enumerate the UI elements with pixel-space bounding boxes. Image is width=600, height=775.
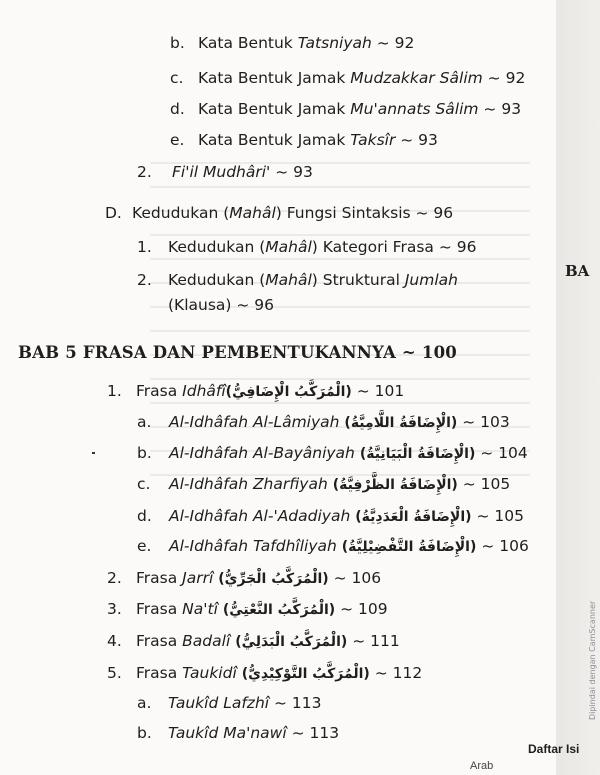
toc-entry-frasa-jarri: 2. Frasa Jarrî (الْمُرَكَّبُ الْجَرِّيُّ) ~ 106 (107, 569, 382, 587)
toc-entry-taukid-manawi: b. Taukîd Ma'nawî ~ 113 (137, 724, 340, 742)
toc-entry-zharfiyah: c. Al-Idhâfah Zharfiyah (الْإِضَافَةُ الظَّرْفِيَّةُ) ~ 105 (137, 475, 511, 493)
toc-entry-tatsniyah: b. Kata Bentuk Tatsniyah ~ 92 (170, 34, 415, 52)
toc-entry-frasa-taukidi: 5. Frasa Taukidî (الْمُرَكَّبُ التَّوْكِيْدِيُّ) ~ 112 (107, 664, 423, 682)
toc-entry-kedudukan-struktural-cont: (Klausa) ~ 96 (168, 296, 275, 314)
toc-entry-adadiyah: d. Al-Idhâfah Al-'Adadiyah (الْإِضَافَةُ الْعَدَدِيَّةُ) ~ 105 (137, 507, 524, 525)
running-footer: Daftar Isi (528, 742, 580, 756)
toc-entry-bayaniyah: b. Al-Idhâfah Al-Bayâniyah (الْإِضَافَةُ الْبَيَانِيَّةُ) ~ 104 (137, 444, 528, 462)
toc-entry-mudzakkar-salim: c. Kata Bentuk Jamak Mudzakkar Sâlim ~ 92 (170, 69, 526, 87)
toc-entry-frasa-nati: 3. Frasa Na'tî (الْمُرَكَّبُ النَّعْتِيُّ) ~ 109 (107, 600, 388, 618)
chapter-heading: BAB 5 FRASA DAN PEMBENTUKANNYA ~ 100 (18, 343, 457, 362)
toc-entry-fiil-mudhari: 2. Fi'il Mudhâri' ~ 93 (137, 163, 313, 181)
toc-entry-taukid-lafzhi: a. Taukîd Lafzhî ~ 113 (137, 694, 322, 712)
toc-entry-frasa-badali: 4. Frasa Badalî (الْمُرَكَّبُ الْبَدَلِيُّ) ~ 111 (107, 632, 400, 650)
ink-speck (92, 452, 95, 454)
adjacent-page-heading-fragment: BA (565, 262, 590, 280)
toc-entry-frasa-idhafi: 1. Frasa Idhâfî(الْمُرَكَّبُ الْإِضَافِيُّ) ~ 101 (107, 382, 405, 400)
bottom-cut-text: Arab (470, 760, 494, 772)
toc-entry-kedudukan-fungsi: D. Kedudukan (Mahâl) Fungsi Sintaksis ~ 96 (105, 204, 454, 222)
scanner-watermark: Dipindai dengan CamScanner (588, 600, 597, 720)
toc-entry-kedudukan-struktural: 2. Kedudukan (Mahâl) Struktural Jumlah (137, 271, 458, 289)
toc-entry-lamiyah: a. Al-Idhâfah Al-Lâmiyah (الْإِضَافَةُ اللَّامِيَّةُ) ~ 103 (137, 413, 510, 431)
toc-entry-taksir: e. Kata Bentuk Jamak Taksîr ~ 93 (170, 131, 438, 149)
toc-entry-muannats-salim: d. Kata Bentuk Jamak Mu'annats Sâlim ~ 93 (170, 100, 522, 118)
toc-entry-tafdhiliyah: e. Al-Idhâfah Tafdhîliyah (الْإِضَافَةُ التَّفْضِيْلِيَّةُ) ~ 106 (137, 537, 529, 555)
toc-entry-kedudukan-kategori: 1. Kedudukan (Mahâl) Kategori Frasa ~ 96 (137, 238, 477, 256)
